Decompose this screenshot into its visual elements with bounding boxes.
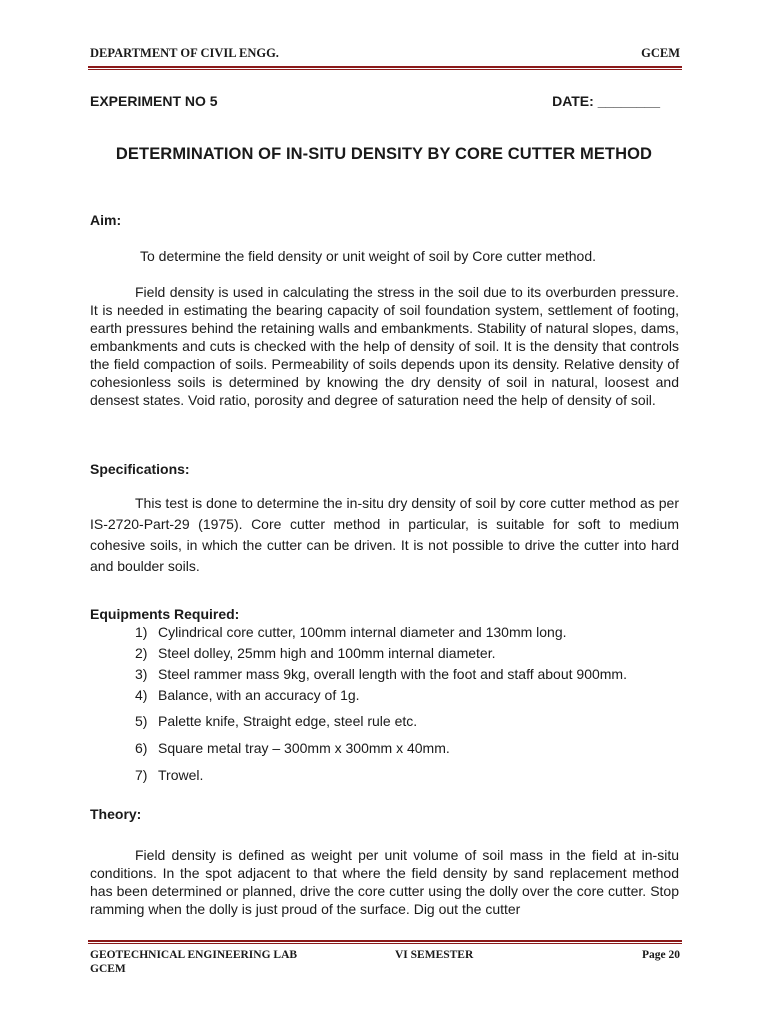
list-item: 5) Palette knife, Straight edge, steel rule etc. [135, 713, 418, 729]
page-title: DETERMINATION OF IN-SITU DENSITY BY CORE CUTTER METHOD [115, 145, 653, 163]
list-item: 6) Square metal tray – 300mm x 300mm x 40mm. [135, 740, 450, 756]
aim-paragraph: Field density is used in calculating the stress in the soil due to its overburden pressure. It is needed in estimating the bearing capacity of soil foundation system, settlement of footing, earth pressures behind the retaining walls and embankments. Stability of natural slopes, dams, embankments and cuts is checked with the help of density of soil. It is the density that controls the field compaction of soils. Permeability of soils depends upon its density. Relative density of cohesionless soils is determined by knowing the dry density of soil in natural, loosest and densest states. Void ratio, porosity and degree of saturation need the help of density of soil. [90, 284, 679, 408]
experiment-line [90, 93, 660, 109]
list-item: 1) Cylindrical core cutter, 100mm internal diameter and 130mm long. [135, 624, 567, 640]
college-label: GCEM [641, 46, 680, 60]
aim-heading: Aim: [90, 212, 122, 228]
specifications-heading: Specifications: [90, 461, 190, 477]
aim-statement: To determine the field density or unit weight of soil by Core cutter method. [140, 248, 597, 264]
header-rule [88, 66, 682, 70]
theory-paragraph: Field density is defined as weight per unit volume of soil mass in the field at in-situ conditions. In the spot adjacent to that where the field density by sand replacement method has been determined or planned, drive the core cutter using the dolly over the core cutter. Stop ramming when the dolly is just proud of the surface. Dig out the cutter [90, 847, 679, 917]
list-item: 2) Steel dolley, 25mm high and 100mm internal diameter. [135, 645, 496, 661]
footer-semester: VI SEMESTER [395, 949, 474, 961]
page-header [90, 46, 680, 61]
footer-lab: GEOTECHNICAL ENGINEERING LAB [90, 949, 298, 961]
experiment-date: DATE: ________ [552, 93, 660, 109]
theory-heading: Theory: [90, 806, 142, 822]
department-label: DEPARTMENT OF CIVIL ENGG. [90, 46, 279, 60]
experiment-number: EXPERIMENT NO 5 [90, 93, 218, 109]
footer-rule [88, 940, 682, 944]
equipments-heading: Equipments Required: [90, 606, 240, 622]
list-item: 4) Balance, with an accuracy of 1g. [135, 687, 360, 703]
list-item: 7) Trowel. [135, 767, 204, 783]
footer-org: GCEM [90, 963, 126, 975]
page-footer [90, 948, 680, 976]
list-item: 3) Steel rammer mass 9kg, overall length with the foot and staff about 900mm. [135, 666, 627, 682]
specifications-paragraph: This test is done to determine the in-situ dry density of soil by core cutter method as per IS-2720-Part-29 (1975). Core cutter method in particular, is suitable for soft to medium cohesive soils, in which the cutter can be driven. It is not possible to drive the cutter into hard and boulder soils. [90, 495, 679, 574]
page-number: Page 20 [641, 949, 680, 961]
